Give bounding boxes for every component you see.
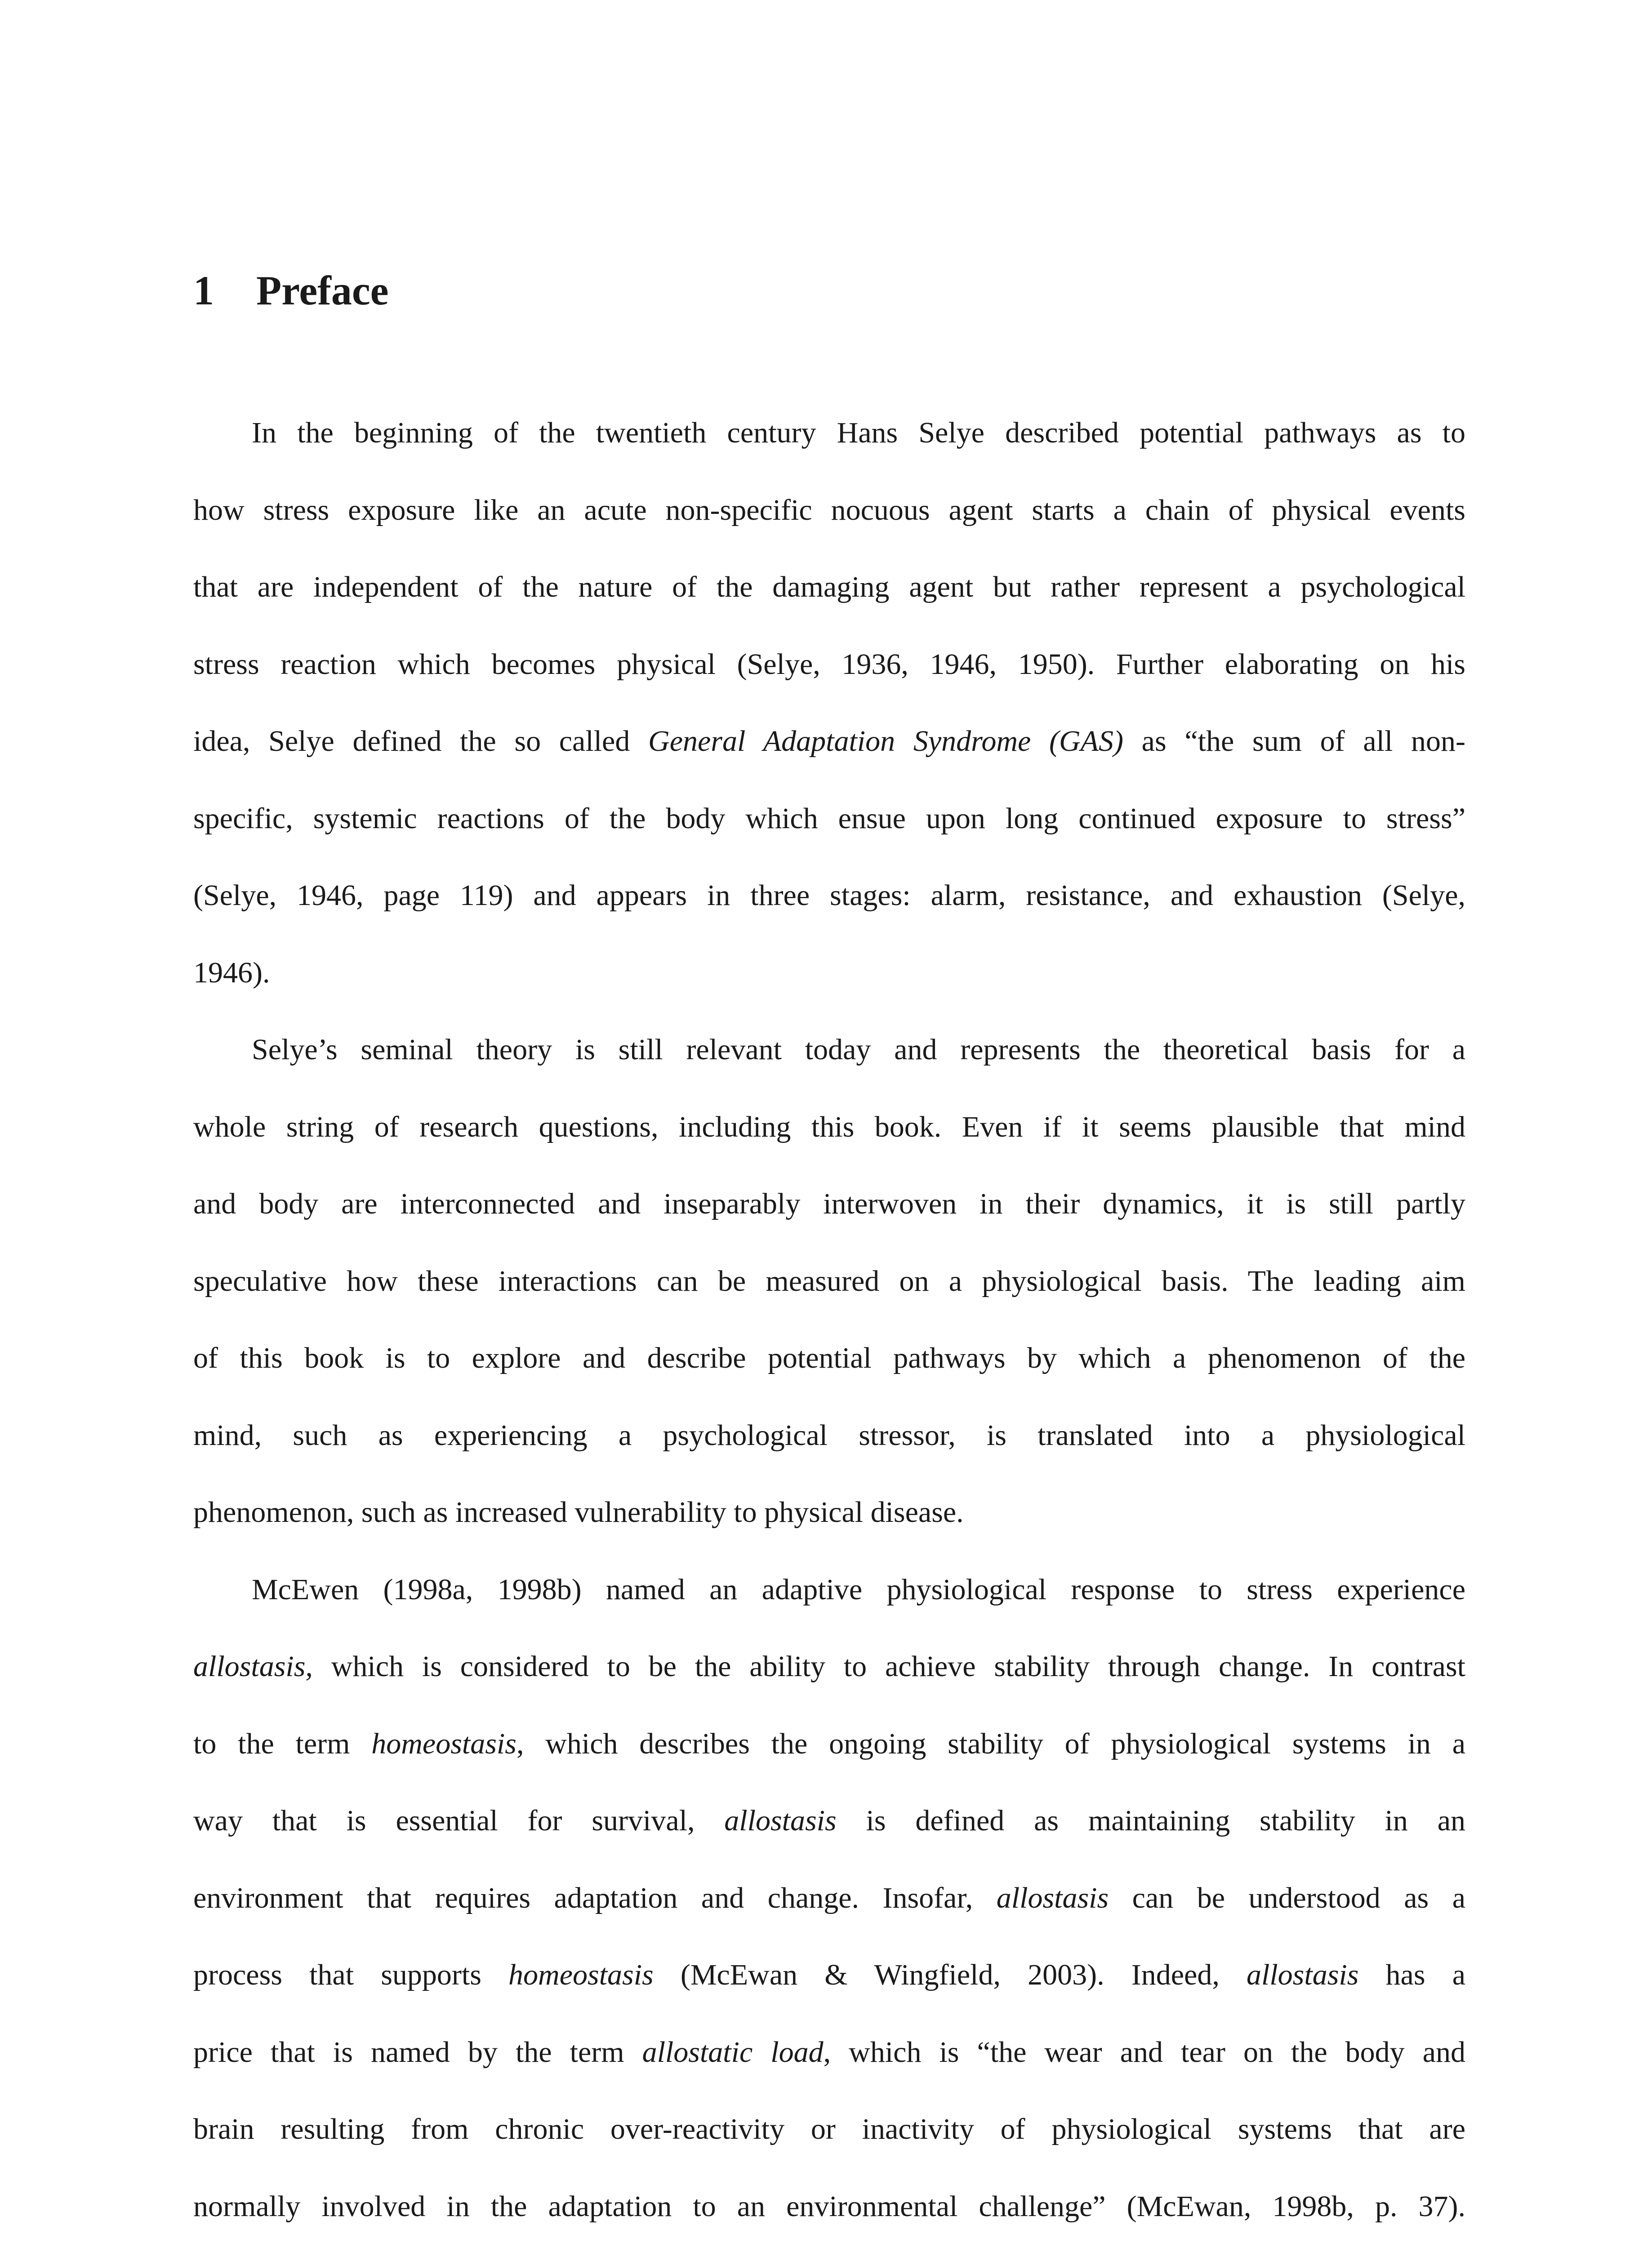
italic-term: homeostasis <box>371 1727 517 1760</box>
text-segment: , which is “the wear and tear on the body and <box>823 2035 1465 2069</box>
text-segment: price that is named by the term <box>193 2035 642 2069</box>
text-line <box>193 1264 1465 1298</box>
text-segment: (McEwan & Wingfield, 2003). Indeed, <box>653 1958 1247 1991</box>
text-line <box>193 727 1465 756</box>
text-segment: to the term <box>193 1727 372 1760</box>
text-line <box>193 881 1465 910</box>
text-line <box>193 1418 1465 1452</box>
text-segment: specific, systemic reactions of the body which ensue upon long continued exposure to stress” <box>193 802 1465 835</box>
italic-term: allostasis <box>996 1881 1109 1914</box>
text-segment: which is considered to be the ability to achieve stability through change. In contrast <box>312 1650 1465 1683</box>
text-line <box>252 1035 1465 1065</box>
text-segment: mind, such as experiencing a psychological stressor, is translated into a physiological <box>193 1418 1465 1452</box>
text-line <box>193 1498 964 1527</box>
text-line <box>193 1112 1465 1142</box>
text-segment: whole string of research questions, including this book. Even if it seems plausible that mind <box>193 1110 1465 1143</box>
text-line <box>193 1652 1465 1682</box>
italic-term: allostatic load <box>642 2035 824 2069</box>
text-segment: brain resulting from chronic over-reactivity or inactivity of physiological systems that are <box>193 2113 1465 2145</box>
italic-term: General Adaptation Syndrome (GAS) <box>648 725 1123 758</box>
text-line <box>193 495 1465 525</box>
text-segment: has a <box>1358 1958 1465 1991</box>
text-line <box>193 2035 1465 2069</box>
text-segment: is defined as maintaining stability in an <box>836 1804 1465 1837</box>
italic-term: allostasis <box>1247 1958 1359 1991</box>
text-segment: , which describes the ongoing stability of physiological systems in a <box>516 1727 1465 1760</box>
text-segment: 1946). <box>193 956 270 989</box>
text-line <box>193 1343 1465 1373</box>
text-line <box>193 1729 1465 1759</box>
text-segment: how stress exposure like an acute non-specific nocuous agent starts a chain of physical events <box>193 493 1465 526</box>
text-line <box>193 572 1465 602</box>
text-segment: that are independent of the nature of the damaging agent but rather represent a psychological <box>193 571 1465 603</box>
text-line <box>193 1960 1465 1990</box>
text-segment: McEwen (1998a, 1998b) named an adaptive physiological response to stress experience <box>252 1573 1465 1606</box>
text-line <box>193 1189 1465 1219</box>
text-segment: process that supports <box>193 1958 509 1991</box>
text-segment: In the beginning of the twentieth century Hans Selye described potential pathways as to <box>252 416 1465 449</box>
text-segment: normally involved in the adaptation to an environmental challenge” (McEwan, 1998b, p. 37). <box>193 2190 1465 2223</box>
text-segment: stress reaction which becomes physical (Selye, 1936, 1946, 1950). Further elaborating on his <box>193 647 1465 681</box>
text-segment: speculative how these interactions can be measured on a physiological basis. The leading aim <box>193 1264 1465 1298</box>
section-heading <box>193 270 389 311</box>
text-segment: and body are interconnected and inseparably interwoven in their dynamics, it is still partly <box>193 1187 1465 1220</box>
text-line <box>193 2192 1465 2221</box>
text-segment: environment that requires adaptation and change. Insofar, <box>193 1881 997 1914</box>
section-title: Preface <box>256 268 389 313</box>
text-segment: Selye’s seminal theory is still relevant today and represents the theoretical basis for a <box>252 1033 1465 1066</box>
text-segment: phenomenon, such as increased vulnerability to physical disease. <box>193 1496 964 1529</box>
text-line <box>193 1806 1465 1836</box>
text-line <box>193 2114 1465 2144</box>
italic-term: homeostasis <box>508 1958 654 1991</box>
text-segment: of this book is to explore and describe potential pathways by which a phenomenon of the <box>193 1342 1465 1374</box>
section-number: 1 <box>193 268 214 313</box>
italic-term: allostasis, <box>193 1650 313 1683</box>
text-line <box>193 647 1465 681</box>
text-segment: as “the sum of all non- <box>1123 725 1465 758</box>
text-line <box>193 1883 1465 1913</box>
text-segment: way that is essential for survival, <box>193 1804 725 1837</box>
text-line <box>252 418 1465 448</box>
italic-term: allostasis <box>724 1804 837 1837</box>
text-line <box>193 804 1465 834</box>
text-segment: (Selye, 1946, page 119) and appears in three stages: alarm, resistance, and exhaustion (Selye, <box>193 879 1465 912</box>
text-segment: idea, Selye defined the so called <box>193 725 649 758</box>
text-line <box>193 958 270 988</box>
text-segment: can be understood as a <box>1109 1881 1466 1914</box>
text-line <box>252 1575 1465 1605</box>
